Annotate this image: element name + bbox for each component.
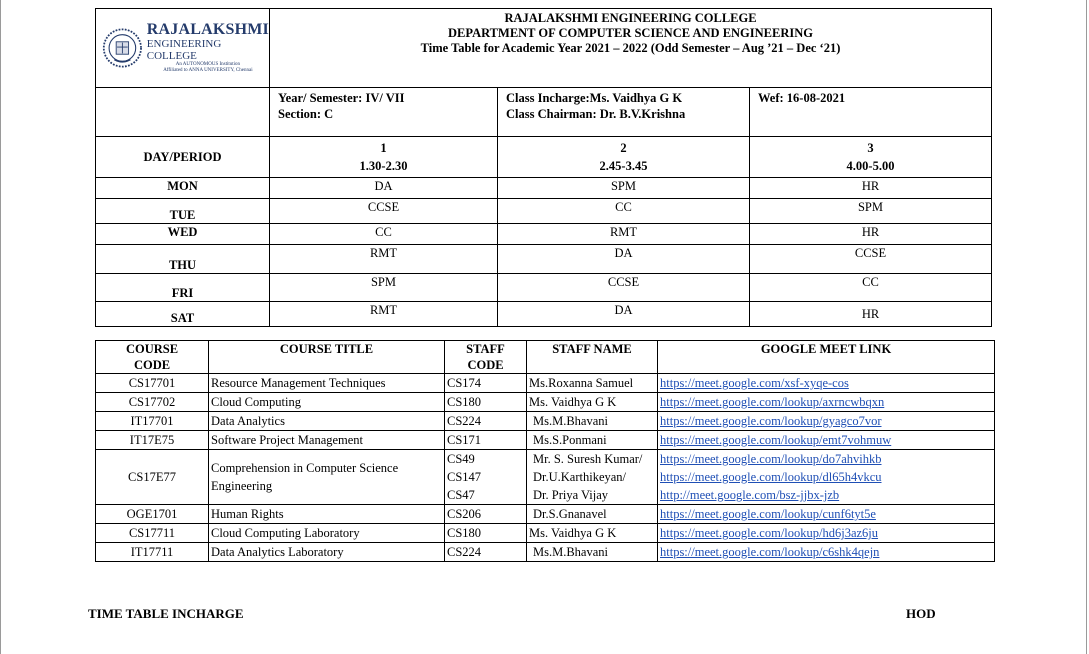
staff-code: CS180	[445, 524, 527, 543]
college-emblem-icon	[102, 25, 143, 71]
staff-name: Ms.M.Bhavani	[527, 543, 658, 562]
timetable-slot: SPM	[498, 178, 750, 199]
period-header-row	[96, 137, 992, 178]
staff-name: Dr.S.Gnanavel	[527, 505, 658, 524]
table-row	[96, 374, 995, 393]
table-row	[96, 543, 995, 562]
timetable	[95, 8, 992, 327]
staff-code: CS224	[445, 543, 527, 562]
class-chairman: Class Chairman: Dr. B.V.Krishna	[506, 107, 686, 121]
header-line: CODE	[467, 358, 504, 372]
timetable-slot: CC	[498, 199, 750, 224]
table-row	[96, 431, 995, 450]
logo-subtitle: ENGINEERING COLLEGE	[146, 38, 222, 62]
table-row	[96, 524, 995, 543]
staff-name: Mr. S. Suresh Kumar/	[533, 452, 643, 466]
meet-link[interactable]: https://meet.google.com/lookup/do7ahvihkb	[660, 452, 882, 466]
timetable-slot: HR	[750, 302, 992, 327]
timetable-slot: HR	[750, 178, 992, 199]
period-3-header	[750, 137, 992, 178]
day-label: TUE	[96, 199, 270, 224]
meet-link[interactable]: https://meet.google.com/lookup/emt7vohmuw	[660, 433, 892, 447]
staff-code: CS206	[445, 505, 527, 524]
meet-link[interactable]: https://meet.google.com/lookup/dl65h4vkcu	[660, 470, 882, 484]
day-label: SAT	[96, 302, 270, 327]
table-row	[96, 412, 995, 431]
period-number: 2	[620, 141, 627, 155]
day-label: WED	[96, 224, 270, 245]
meet-link[interactable]: https://meet.google.com/lookup/gyagco7vor	[660, 414, 882, 428]
course-code: IT17711	[96, 543, 209, 562]
day-label: MON	[96, 178, 270, 199]
hod-label: HOD	[906, 606, 936, 621]
staff-name: Ms. Vaidhya G K	[527, 524, 658, 543]
course-header-row	[96, 341, 995, 374]
staff-code: CS224	[445, 412, 527, 431]
staff-name: Dr.U.Karthikeyan/	[533, 470, 627, 484]
course-title: Cloud Computing Laboratory	[209, 524, 445, 543]
meet-link[interactable]: https://meet.google.com/lookup/cunf6tyt5e	[660, 507, 876, 521]
timetable-slot: SPM	[750, 199, 992, 224]
header-line: CODE	[133, 358, 171, 372]
staff-name: Dr. Priya Vijay	[533, 488, 609, 502]
logo-cell	[96, 9, 270, 88]
meet-link[interactable]: https://meet.google.com/lookup/axrncwbqxn	[660, 395, 885, 409]
period-time: 4.00-5.00	[846, 159, 895, 173]
timetable-title: Time Table for Academic Year 2021 – 2022 (Odd Semester – Aug ’21 – Dec ‘21)	[420, 41, 841, 55]
timetable-slot: RMT	[270, 245, 498, 274]
period-time: 2.45-3.45	[599, 159, 648, 173]
timetable-slot: SPM	[270, 274, 498, 302]
header-line: COURSE	[125, 342, 179, 356]
header-line: STAFF	[466, 342, 505, 356]
staff-code: CS180	[445, 393, 527, 412]
table-row	[96, 450, 995, 505]
timetable-slot: CC	[750, 274, 992, 302]
course-title: Resource Management Techniques	[209, 374, 445, 393]
course-title: Software Project Management	[209, 431, 445, 450]
period-2-header	[498, 137, 750, 178]
year-section-cell	[270, 88, 498, 137]
col-header-staff-code	[445, 341, 527, 374]
timetable-slot: CCSE	[498, 274, 750, 302]
staff-code: CS47	[447, 488, 475, 502]
course-code: CS17702	[96, 393, 209, 412]
info-blank-cell	[96, 88, 270, 137]
class-incharge: Class Incharge:Ms. Vaidhya G K	[506, 91, 683, 105]
staff-code: CS174	[445, 374, 527, 393]
meet-link-cell	[658, 412, 995, 431]
col-header-course-code	[96, 341, 209, 374]
day-label: THU	[96, 245, 270, 274]
course-code: IT17E75	[96, 431, 209, 450]
course-code: IT17701	[96, 412, 209, 431]
staff-name-group	[527, 450, 658, 505]
day-row-tue	[96, 199, 992, 224]
timetable-slot: DA	[498, 245, 750, 274]
class-staff-cell	[498, 88, 750, 137]
period-number: 3	[867, 141, 874, 155]
day-row-sat	[96, 302, 992, 327]
course-title: Comprehension in Computer Science Engineering	[209, 450, 445, 505]
staff-name: Ms.S.Ponmani	[527, 431, 658, 450]
timetable-slot: RMT	[498, 224, 750, 245]
table-row	[96, 505, 995, 524]
timetable-incharge-label: TIME TABLE INCHARGE	[88, 606, 244, 621]
day-label: FRI	[96, 274, 270, 302]
day-row-fri	[96, 274, 992, 302]
meet-link-cell	[658, 524, 995, 543]
meet-link[interactable]: http://meet.google.com/bsz-jjbx-jzb	[660, 488, 840, 502]
meet-link-cell	[658, 431, 995, 450]
staff-name: Ms. Vaidhya G K	[527, 393, 658, 412]
course-title: Data Analytics	[209, 412, 445, 431]
meet-link[interactable]: https://meet.google.com/lookup/c6shk4qejn	[660, 545, 880, 559]
college-header	[270, 9, 992, 88]
timetable-slot: HR	[750, 224, 992, 245]
department-name: DEPARTMENT OF COMPUTER SCIENCE AND ENGINEERING	[448, 26, 813, 40]
wef-date: Wef: 16-08-2021	[758, 91, 846, 105]
year-semester: Year/ Semester: IV/ VII	[278, 91, 405, 105]
staff-code: CS147	[447, 470, 482, 484]
table-row	[96, 393, 995, 412]
class-info-row	[96, 88, 992, 137]
course-table	[95, 340, 995, 562]
col-header-course-title: COURSE TITLE	[209, 341, 445, 374]
staff-name: Ms.M.Bhavani	[527, 412, 658, 431]
col-header-staff-name: STAFF NAME	[527, 341, 658, 374]
meet-link-cell	[658, 543, 995, 562]
meet-link-cell	[658, 505, 995, 524]
wef-cell	[750, 88, 992, 137]
course-title: Cloud Computing	[209, 393, 445, 412]
course-code: OGE1701	[96, 505, 209, 524]
meet-link-cell	[658, 393, 995, 412]
section: Section: C	[278, 107, 334, 121]
logo-tagline-1: An AUTONOMOUS Institution	[175, 62, 241, 67]
period-1-header	[270, 137, 498, 178]
course-code: CS17E77	[96, 450, 209, 505]
logo-text	[147, 22, 269, 74]
timetable-slot: CCSE	[270, 199, 498, 224]
header-row	[96, 9, 992, 88]
period-number: 1	[380, 141, 387, 155]
col-header-meet-link: GOOGLE MEET LINK	[658, 341, 995, 374]
day-row-thu	[96, 245, 992, 274]
timetable-slot: DA	[498, 302, 750, 327]
staff-code: CS171	[445, 431, 527, 450]
course-title: Human Rights	[209, 505, 445, 524]
college-name: RAJALAKSHMI ENGINEERING COLLEGE	[504, 11, 757, 25]
meet-link[interactable]: https://meet.google.com/xsf-xyqe-cos	[660, 376, 849, 390]
timetable-slot: RMT	[270, 302, 498, 327]
logo-tagline-2: Affiliated to ANNA UNIVERSITY, Chennai	[163, 68, 253, 73]
staff-code: CS49	[447, 452, 475, 466]
staff-code-group	[445, 450, 527, 505]
meet-link-cell	[658, 450, 995, 505]
course-code: CS17711	[96, 524, 209, 543]
period-time: 1.30-2.30	[359, 159, 408, 173]
meet-link[interactable]: https://meet.google.com/lookup/hd6j3az6ju	[660, 526, 879, 540]
course-title: Data Analytics Laboratory	[209, 543, 445, 562]
course-code: CS17701	[96, 374, 209, 393]
meet-link-cell	[658, 374, 995, 393]
day-row-wed	[96, 224, 992, 245]
staff-name: Ms.Roxanna Samuel	[527, 374, 658, 393]
day-period-label: DAY/PERIOD	[96, 137, 270, 178]
timetable-slot: DA	[270, 178, 498, 199]
day-row-mon	[96, 178, 992, 199]
logo-name: RAJALAKSHMI	[146, 21, 269, 38]
timetable-slot: CCSE	[750, 245, 992, 274]
timetable-slot: CC	[270, 224, 498, 245]
